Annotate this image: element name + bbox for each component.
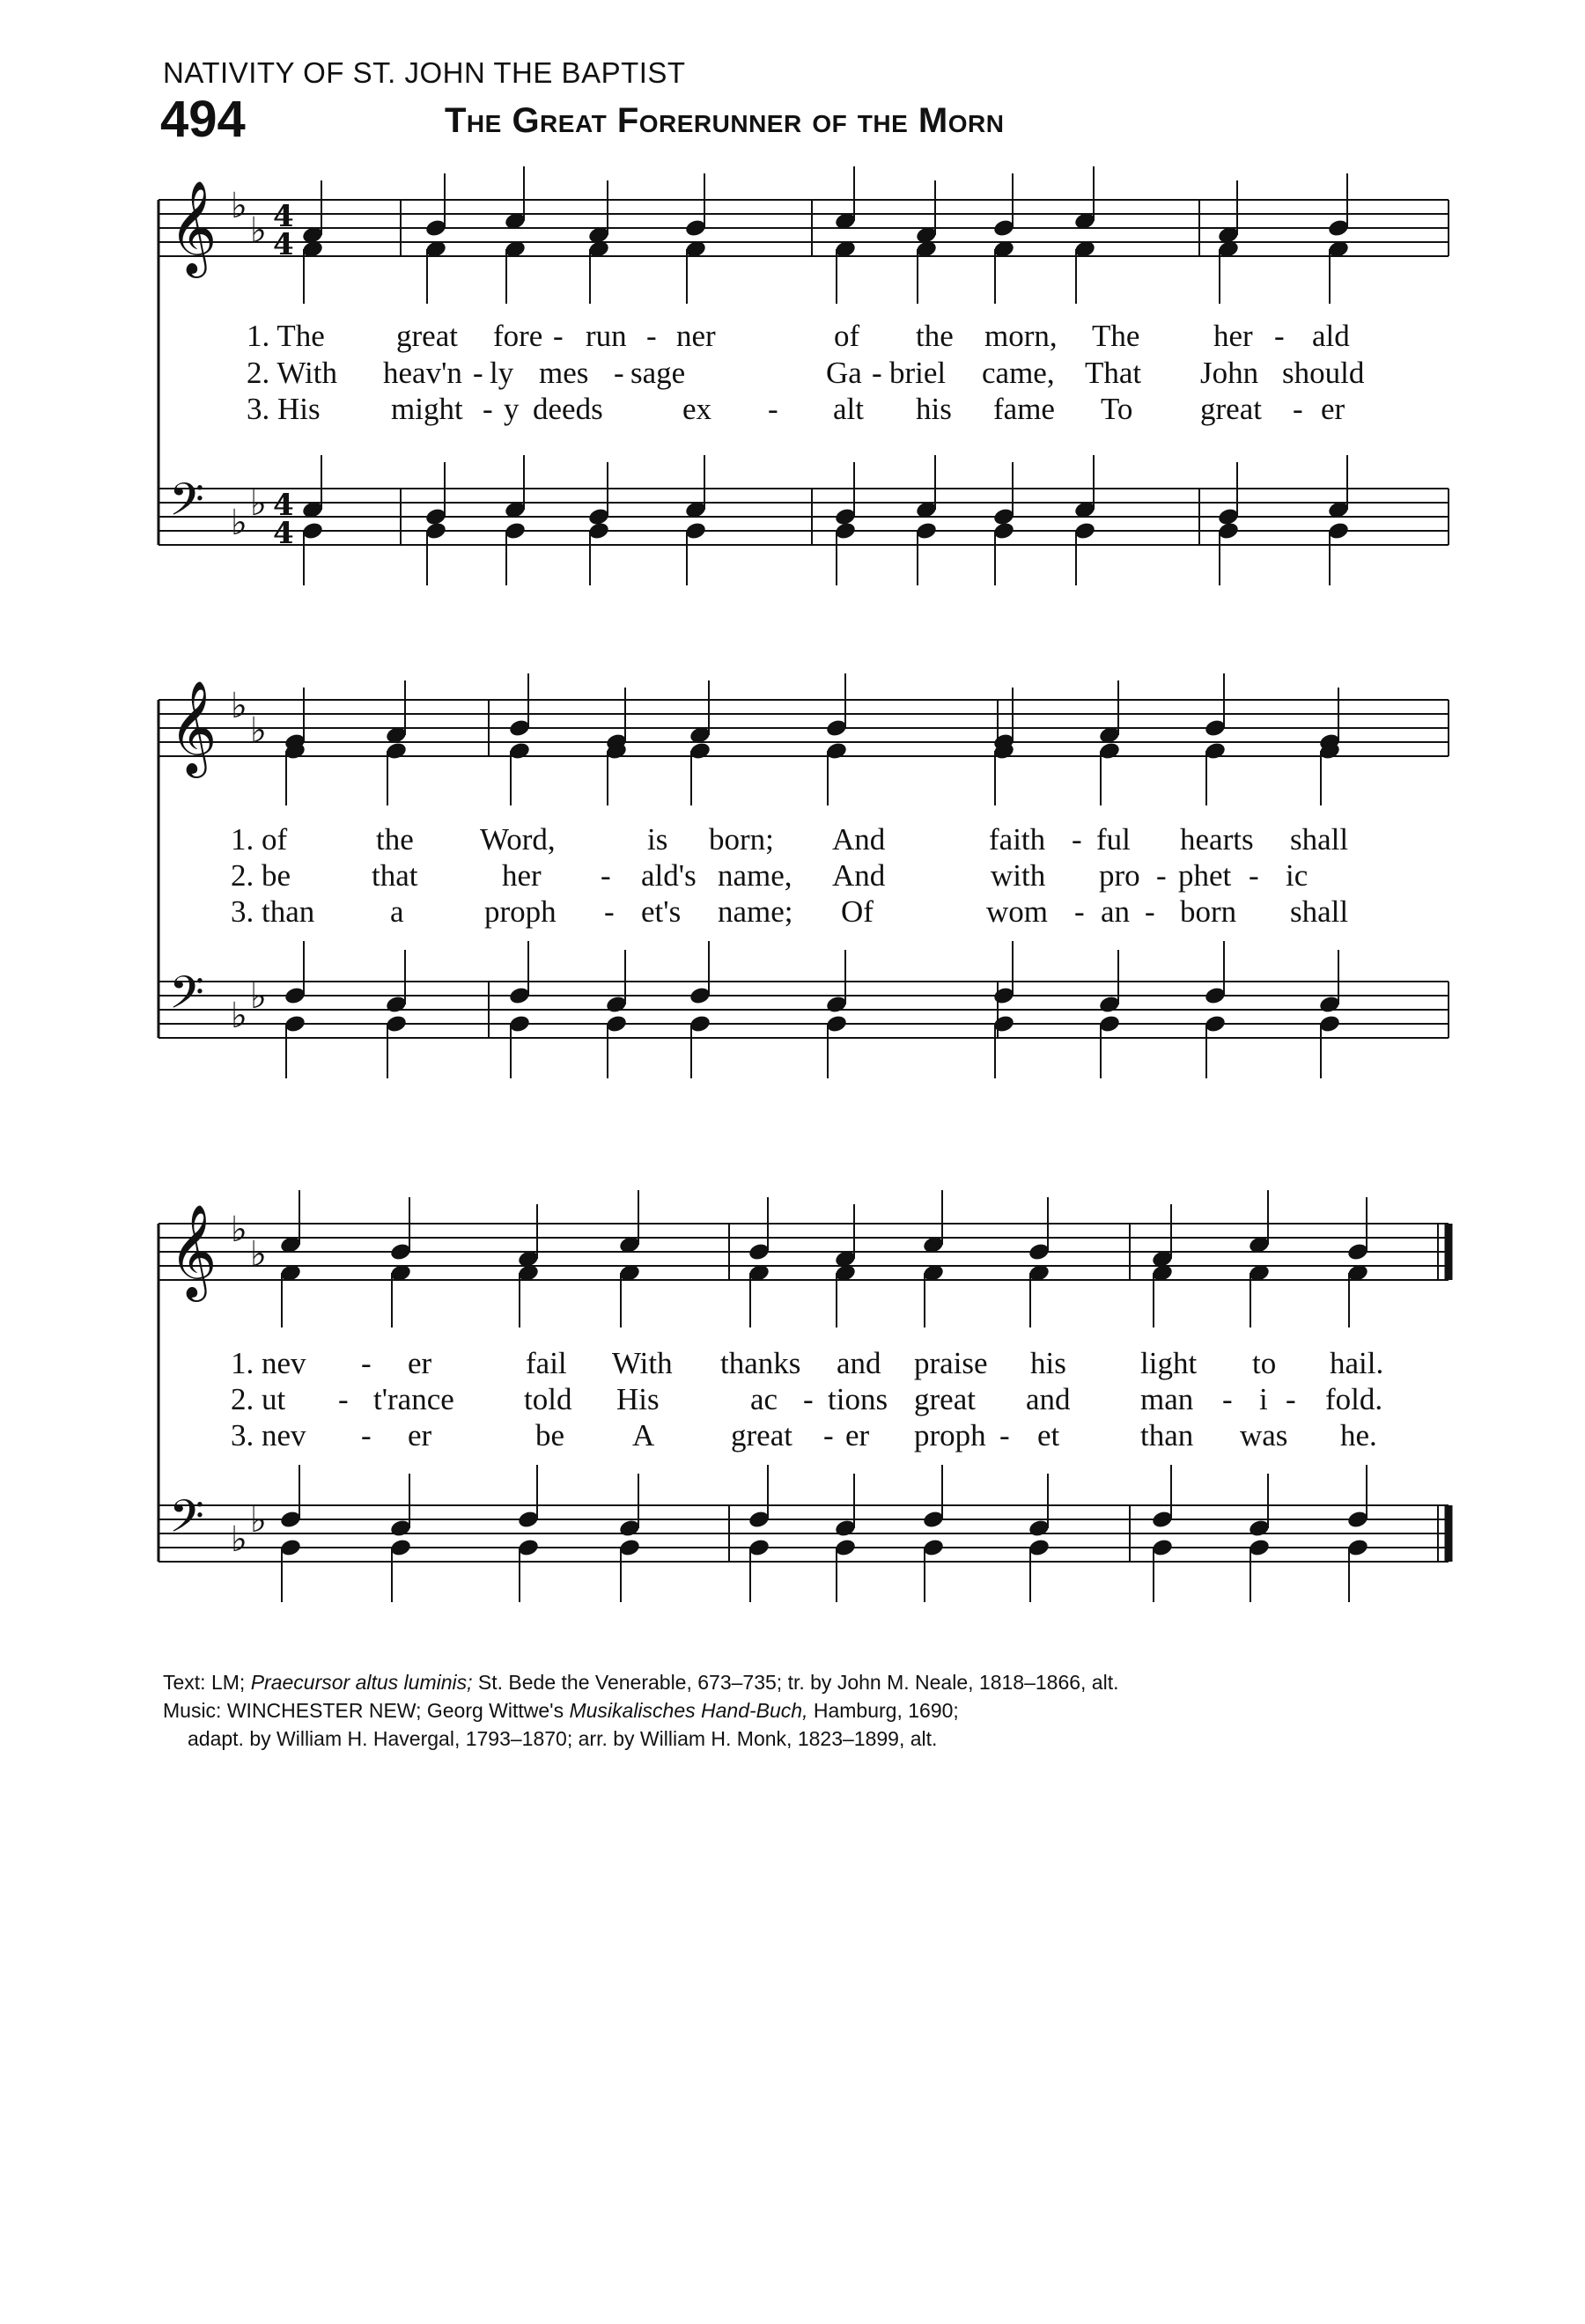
text-credit: Text: LM; Praecursor altus luminis; St. Bede the Venerable, 673–735; tr. by John M. Neale, 1818–1866, alt.: [163, 1671, 1119, 1694]
bass-chord: [1217, 462, 1240, 585]
time-signature-icon: 4: [273, 227, 294, 262]
bass-chord: [1098, 950, 1121, 1078]
bass-chord: [1327, 455, 1350, 585]
lyric-line-s2-v1: 1. of the Word, is born; And faith - ful hearts shall: [231, 822, 1349, 857]
bass-chord: [389, 1474, 412, 1602]
treble-chord: [279, 1190, 302, 1327]
bass-chord: [504, 455, 527, 585]
flat-icon: ♭: [231, 503, 247, 543]
lyric-line-s3-v3: 3. nev - er be A great - er proph - et than was he.: [231, 1418, 1377, 1452]
treble-chord: [1028, 1197, 1051, 1327]
bass-chord: [301, 455, 324, 585]
time-signature-icon: 4: [273, 199, 294, 234]
bass-chord: [385, 950, 408, 1078]
flat-icon: ♭: [250, 976, 267, 1017]
treble-chord: [618, 1190, 641, 1327]
bass-clef-icon: 𝄢: [169, 473, 204, 537]
treble-chord: [1346, 1197, 1369, 1327]
treble-chord: [1204, 673, 1227, 805]
credits-block: [163, 1668, 1118, 1753]
treble-chord: [284, 688, 306, 805]
treble-clef-icon: 𝄞: [169, 180, 217, 274]
flat-icon: ♭: [250, 1234, 267, 1275]
lyric-line-s3-v2: 2. ut - t'rance told His ac - tions great and man - i - fold.: [231, 1382, 1383, 1416]
bass-chord: [834, 1474, 857, 1602]
flat-icon: ♭: [231, 1210, 247, 1250]
lyric-line-s2-v3: 3. than a proph - et's name; Of wom - an - born shall: [231, 894, 1349, 929]
treble-chord: [1318, 688, 1341, 805]
treble-chord: [684, 173, 707, 304]
treble-chord: [1327, 173, 1350, 304]
bass-chord: [834, 462, 857, 585]
flat-icon: ♭: [231, 686, 247, 726]
treble-chord: [834, 166, 857, 304]
treble-clef-icon: 𝄞: [169, 680, 217, 774]
music-credit: Music: WINCHESTER NEW; Georg Wittwe's Musikalisches Hand-Buch, Hamburg, 1690;: [163, 1699, 959, 1722]
treble-chord: [922, 1190, 945, 1327]
treble-chord: [748, 1197, 770, 1327]
bass-chord: [684, 455, 707, 585]
treble-chord: [424, 173, 447, 304]
lyric-line-s1-v3: 3. His might - y deeds ex - alt his fame To great - er: [247, 392, 1345, 426]
lyric-line-s1-v1: 1. The great fore - run - ner of the morn, The her - ald: [247, 319, 1350, 353]
treble-chord: [1073, 166, 1096, 304]
bass-chord: [915, 455, 938, 585]
flat-icon: ♭: [231, 996, 247, 1036]
lyric-line-s2-v2: 2. be that her - ald's name, And with pro - phet - ic: [231, 858, 1309, 893]
bass-chord: [1318, 950, 1341, 1078]
treble-clef-icon: 𝄞: [169, 1203, 217, 1298]
hymn-title: The Great Forerunner of the Morn: [445, 101, 1005, 140]
lyric-line-s1-v2: 2. With heav'n - ly mes - sage Ga - briel came, That John should: [247, 356, 1365, 390]
flat-icon: ♭: [250, 710, 267, 751]
flat-icon: ♭: [250, 483, 267, 524]
time-signature-icon: 4: [273, 488, 294, 523]
treble-chord: [605, 688, 628, 805]
flat-icon: ♭: [250, 210, 267, 251]
lyric-line-s3-v1: 1. nev - er fail With thanks and praise his light to hail.: [231, 1346, 1384, 1380]
time-signature-icon: 4: [273, 516, 294, 551]
hymn-number: 494: [160, 91, 246, 148]
treble-chord: [992, 173, 1015, 304]
bass-chord: [825, 950, 848, 1078]
treble-chord: [825, 673, 848, 805]
category-heading: NATIVITY OF ST. JOHN THE BAPTIST: [163, 56, 686, 89]
treble-chord: [504, 166, 527, 304]
bass-chord: [605, 950, 628, 1078]
bass-chord: [992, 462, 1015, 585]
flat-icon: ♭: [231, 186, 247, 226]
treble-chord: [508, 673, 531, 805]
music-credit-line2: adapt. by William H. Havergal, 1793–1870; arr. by William H. Monk, 1823–1899, alt.: [188, 1727, 938, 1750]
flat-icon: ♭: [250, 1500, 267, 1541]
bass-chord: [1073, 455, 1096, 585]
bass-chord: [1028, 1474, 1051, 1602]
treble-chord: [992, 688, 1015, 805]
bass-chord: [424, 462, 447, 585]
bass-chord: [587, 462, 610, 585]
bass-clef-icon: 𝄢: [169, 1489, 204, 1554]
flat-icon: ♭: [231, 1519, 247, 1560]
bass-chord: [1248, 1474, 1271, 1602]
bass-chord: [618, 1474, 641, 1602]
bass-clef-icon: 𝄢: [169, 966, 204, 1030]
treble-chord: [389, 1197, 412, 1327]
treble-chord: [1248, 1190, 1271, 1327]
